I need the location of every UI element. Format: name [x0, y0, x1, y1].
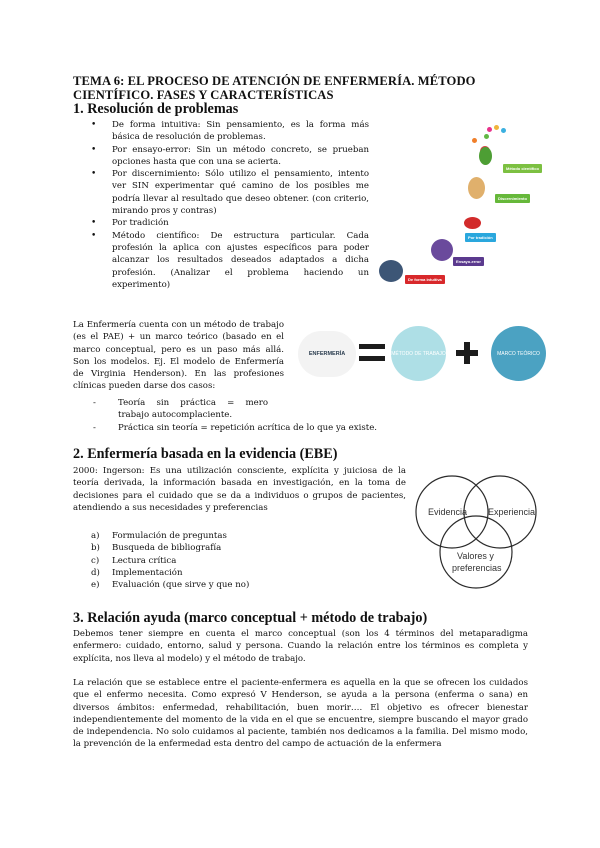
- person-figure: [468, 177, 485, 199]
- list-item: b) Busqueda de bibliografía: [91, 543, 222, 554]
- list-item: • De forma intuitiva: Sin pensamiento, es la forma más básica de resolución de problemas.: [91, 119, 369, 144]
- venn-label-experience: Experiencia: [488, 507, 536, 517]
- equation-diagram: [298, 326, 540, 386]
- list-item: a) Formulación de preguntas: [91, 531, 227, 541]
- work-method-circle: MÉTODO DE TRABAJO: [391, 326, 446, 381]
- problem-solving-list: [91, 119, 369, 291]
- section1-heading: 1. Resolución de problemas: [73, 101, 239, 117]
- venn-label-preferences: preferencias: [452, 563, 502, 573]
- list-item: - Práctica sin teoría = repetición acrítica de lo que ya existe.: [93, 422, 363, 434]
- list-item: d) Implementación: [91, 567, 183, 578]
- stair-label: Discernimiento: [495, 194, 530, 203]
- staircase-illustration: [376, 122, 539, 294]
- section2-heading: 2. Enfermería basada en la evidencia (EBE): [73, 446, 338, 462]
- list-item: • Por discernimiento: Sólo utilizo el pensamiento, intento ver SIN experimentar qué camino de los posibles me podría llevar al resultado que deseo obtener. (con criterio, mirando pros y contras): [91, 168, 369, 217]
- decor-shape: [464, 217, 481, 229]
- list-item: e) Evaluación (que sirve y que no): [91, 580, 250, 591]
- decor-dot: [472, 138, 477, 143]
- section3-paragraph2: La relación que se establece entre el paciente-enfermera es aquella en la que se ofrecen los cuidados que el enfermo necesita. Como expresó V Henderson, se ayuda a la persona (enferma o sana) en diversos ámbitos: enfermedad, rehabilitación, buen morir…. El objetivo es ofrecer bienestar independientemente del momento de la vida en el que se encuentre, siempre buscando el mayor grado de independencia. No solo cuidamos al paciente, también nos dedicamos a la familia. Del mismo modo, la prevención de la enfermedad esta dentro del campo de actuación de la enfermera: [73, 678, 528, 750]
- ebe-steps: [91, 530, 291, 591]
- list-item: - Teoría sin práctica = mero trabajo autocomplaciente.: [93, 397, 268, 422]
- decor-dot: [487, 127, 492, 132]
- venn-label-values: Valores y: [457, 551, 494, 561]
- decor-dot: [484, 134, 489, 139]
- list-item: • Por ensayo-error: Sin un método concreto, se prueban opciones hasta que con una se acierta.: [91, 144, 369, 169]
- stair-label: Ensayo-error: [453, 257, 484, 266]
- venn-diagram: [414, 466, 538, 596]
- equals-sign: [359, 356, 385, 361]
- stair-label: De forma intuitiva: [405, 275, 445, 284]
- equals-sign: [359, 344, 385, 349]
- decor-dot: [494, 125, 499, 130]
- theoretical-frame-circle: MARCO TEÓRICO: [491, 326, 546, 381]
- decor-dot: [501, 128, 506, 133]
- list-item: • Por tradición: [91, 217, 369, 229]
- intuitive-picture: [379, 260, 403, 282]
- cases-list: [93, 397, 378, 434]
- plus-sign: [464, 342, 470, 364]
- section3-heading: 3. Relación ayuda (marco conceptual + método de trabajo): [73, 610, 428, 626]
- stair-label: Por tradición: [465, 233, 496, 242]
- tradition-picture: [431, 239, 453, 261]
- list-item: c) Lectura crítica: [91, 555, 177, 566]
- venn-label-evidence: Evidencia: [428, 507, 468, 517]
- leaf-icon: [479, 147, 492, 165]
- page-title: TEMA 6: EL PROCESO DE ATENCIÓN DE ENFERMERÍA. MÉTODO CIENTÍFICO. FASES Y CARACTERÍSTICAS: [73, 74, 476, 102]
- list-item: • Método científico: De estructura particular. Cada profesión la aplica con ajustes específicos para poder alcanzar los resultados deseados adaptados a dicha profesión. (Analizar el problema haciendo un experimento): [91, 230, 369, 291]
- section3-paragraph1: Debemos tener siempre en cuenta el marco conceptual (son los 4 términos del metaparadigma enfermero: cuidado, entorno, salud y persona. Cuando la relación entre los términos es completa y explícita, nos lleva al modelo) y el método de trabajo.: [73, 629, 528, 664]
- ebe-paragraph: 2000: Ingerson: Es una utilización consciente, explícita y juiciosa de la teoría derivada, la información basada en investigación, en la toma de decisiones para el cuidado que se da a individuos o grupos de pacientes, atendiendo a sus necesidades y preferencias: [73, 466, 406, 513]
- stair-label: Método científico: [503, 164, 542, 173]
- nursing-label: ENFERMERÍA: [298, 331, 356, 377]
- nursing-method-paragraph: La Enfermería cuenta con un método de trabajo (es el PAE) + un marco teórico (basado en el marco conceptual, pero es un paso más allá. Son los modelos. Ej. El modelo de Enfermería de Virginia Henderson). En las profesiones clínicas pueden darse dos casos:: [73, 320, 284, 392]
